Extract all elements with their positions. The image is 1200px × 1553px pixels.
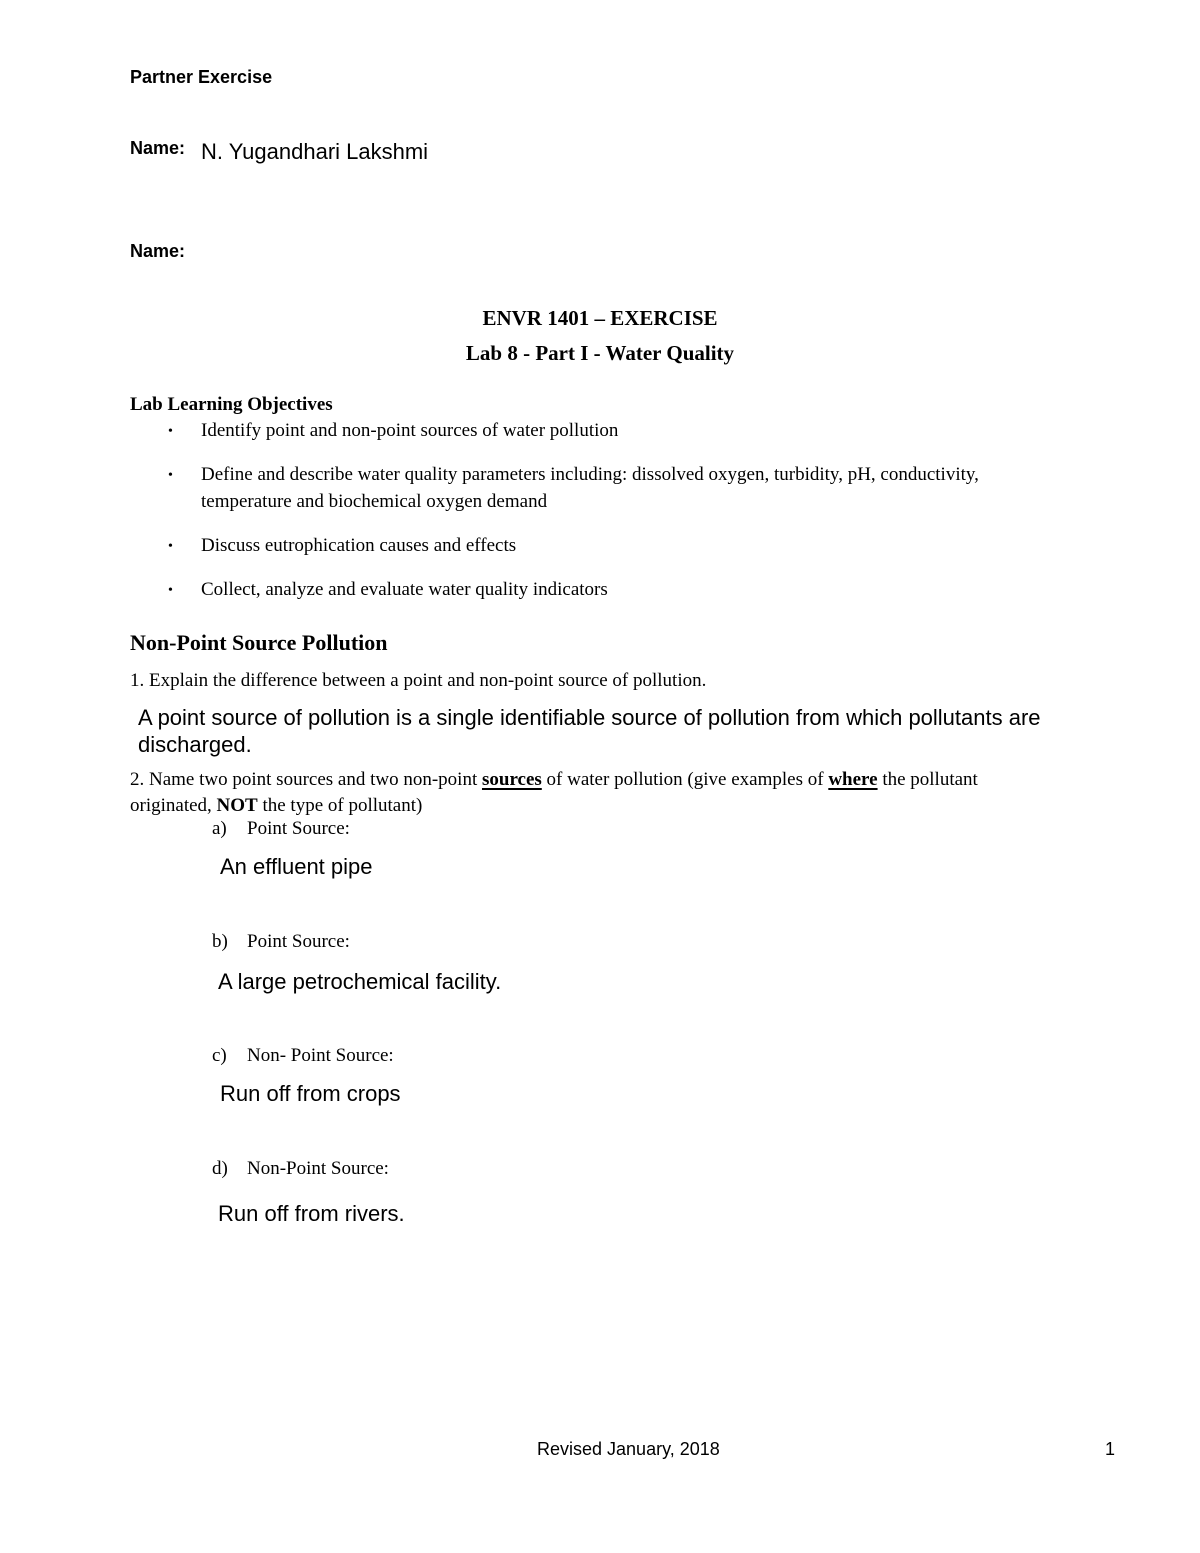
question-2: 2. Name two point sources and two non-point sources of water pollution (give examples of where the pollutant xyxy=(130,769,978,790)
item-answer: Run off from crops xyxy=(220,1081,401,1106)
item-marker: c) xyxy=(212,1045,227,1066)
name-label-1: Name: xyxy=(130,138,186,158)
item-label: Point Source: xyxy=(247,931,350,952)
item-marker: a) xyxy=(212,818,227,839)
item-label: Non-Point Source: xyxy=(247,1158,389,1179)
objective-item: Discuss eutrophication causes and effects xyxy=(201,535,517,556)
document-subtitle: Lab 8 - Part I - Water Quality xyxy=(465,341,735,365)
objectives-heading: Lab Learning Objectives xyxy=(130,394,333,415)
question-2-continued: originated, NOT the type of pollutant) xyxy=(130,795,423,816)
bullet-icon: • xyxy=(168,583,173,598)
bullet-icon: • xyxy=(168,539,173,554)
item-answer: A large petrochemical facility. xyxy=(218,969,502,994)
question-1: 1. Explain the difference between a point and non-point source of pollution. xyxy=(130,670,707,691)
item-label: Point Source: xyxy=(247,818,350,839)
item-answer: Run off from rivers. xyxy=(218,1201,405,1226)
answer-1-line-1: A point source of pollution is a single identifiable source of pollution from which pollutants are xyxy=(138,705,1041,730)
objective-item: Collect, analyze and evaluate water quality indicators xyxy=(201,579,608,600)
exercise-type-label: Partner Exercise xyxy=(130,67,273,87)
emphasis-not: NOT xyxy=(216,795,258,816)
footer-revised: Revised January, 2018 xyxy=(537,1439,720,1459)
objective-item: Identify point and non-point sources of water pollution xyxy=(201,420,619,441)
bullet-icon: • xyxy=(168,468,173,483)
name-label-2: Name: xyxy=(130,241,186,261)
document-title: ENVR 1401 – EXERCISE xyxy=(482,306,718,330)
section-heading: Non-Point Source Pollution xyxy=(130,630,388,655)
item-label: Non- Point Source: xyxy=(247,1045,394,1066)
objective-item-continued: temperature and biochemical oxygen demand xyxy=(201,491,548,512)
emphasis-where: where xyxy=(828,769,878,790)
emphasis-sources: sources xyxy=(481,769,542,790)
bullet-icon: • xyxy=(168,424,173,439)
item-marker: b) xyxy=(212,931,228,952)
item-answer: An effluent pipe xyxy=(220,854,373,879)
page-number: 1 xyxy=(1105,1439,1116,1459)
item-marker: d) xyxy=(212,1158,228,1179)
answer-1-line-2: discharged. xyxy=(138,732,252,757)
objective-item: Define and describe water quality parameters including: dissolved oxygen, turbidity, pH, conductivity, xyxy=(201,464,979,485)
name-value-1: N. Yugandhari Lakshmi xyxy=(201,139,429,164)
